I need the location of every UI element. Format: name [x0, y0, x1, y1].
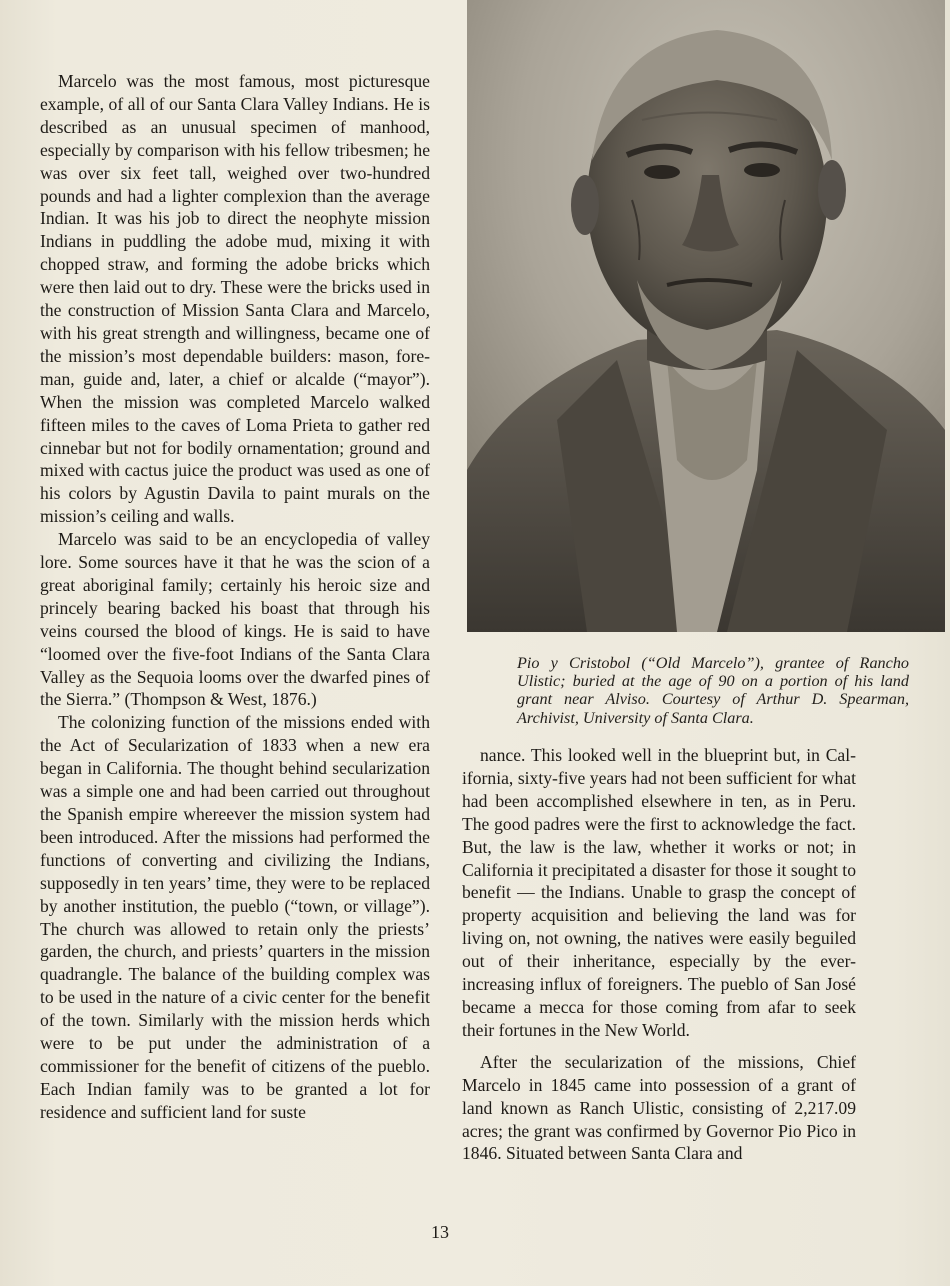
paragraph-secularization: The colonizing function of the missions ended with the Act of Secularization of 1833 when a new era began in California. The thought behind secularization was a simple one and had been carried out throughout the Spanish empire whereever the mission system had been introduced. After the missions had performed the functions of converting and civilizing the Indians, supposedly in ten years’ time, they were to be replaced by another institution, the pueblo (“town, or village”). The church was allowed to retain only the priests’ garden, the church, and priests’ quarters in the mission quadrangle. The balance of the building complex was to be used in the nature of a civic center for the benefit of the town. Similarly with the mission herds which were to be put under the administration of a commissioner for the benefit of citizens of the pueblo. Each Indian family was to be granted a lot for residence and sufficient land for suste — [40, 712, 430, 1122]
paragraph-pueblo-disaster: nance. This looked well in the blueprint but, in California, sixty-five years had not been sufficient for what had been accomplished elsewhere in ten, as in Peru. The good padres were the first to acknowledge the fact. But, the law is the law, whether it works or not; in California it precipitated a disaster for those it sought to benefit — the Indians. Unable to grasp the concept of property acquisition and believing the land was for living on, not owning, the natives were easily beguiled out of their inheritance, especially by the ever-increasing influx of foreigners. The pueblo of San José became a mecca for those coming from afar to seek their fortunes in the New World. — [462, 745, 856, 1040]
paragraph-marcelo-intro: Marcelo was the most famous, most picturesque example, of all of our Santa Clara Valley Indians. He is described as an unusual specimen of manhood, especially by comparison with his fellow tribesmen; he was over six feet tall, weighed over two-hundred pounds and had a lighter complexion than the average Indian. It was his job to direct the neophyte mission Indians in puddling the adobe mud, mixing it with chopped straw, and forming the adobe bricks which were then laid out to dry. These were the bricks used in the construction of Mission Santa Clara and Marcelo, with his great strength and willingness, became one of the mission’s most dependable builders: mason, foreman, guide and, later, a chief or alcalde (“mayor”). When the mission was completed Marcelo walked fifteen miles to the caves of Loma Prieta to gather red cinnebar but not for bodily ornamentation; ground and mixed with cactus juice the product was used as one of his colors by Agustin Davila to paint murals on the mission’s ceiling and walls. — [40, 71, 430, 527]
page-number: 13 — [431, 1222, 449, 1242]
paragraph-rancho-ulistic: After the secularization of the missions, Chief Marcelo in 1845 came into possession of a grant of land known as Ranch Ulistic, consisting of 2,217.09 acres; the grant was confirmed by Governor Pio Pico in 1846. Situated between Santa Clara and — [462, 1051, 856, 1164]
right-text-column — [462, 744, 856, 1165]
paragraph-valley-lore: Marcelo was said to be an encyclopedia of valley lore. Some sources have it that he was the scion of a great aboriginal family; certainly his heroic size and princely bearing backed his boast that through his veins coursed the blood of kings. He is said to have “loomed over the five-foot Indians of the Santa Clara Valley as the Sequoia looms over the dwarfed pines of the Sierra.” (Thompson & West, 1876.) — [40, 529, 430, 710]
left-text-column — [40, 70, 430, 1124]
portrait-photo — [467, 0, 945, 632]
photo-caption: Pio y Cristobol (“Old Marcelo”), grantee of Rancho Ulistic; buried at the age of 90 on a portion of his land grant near Alviso. Courtesy of Arthur D. Spearman, Archivist, University of Santa Clara. — [517, 654, 909, 727]
portrait-illustration — [467, 0, 945, 632]
